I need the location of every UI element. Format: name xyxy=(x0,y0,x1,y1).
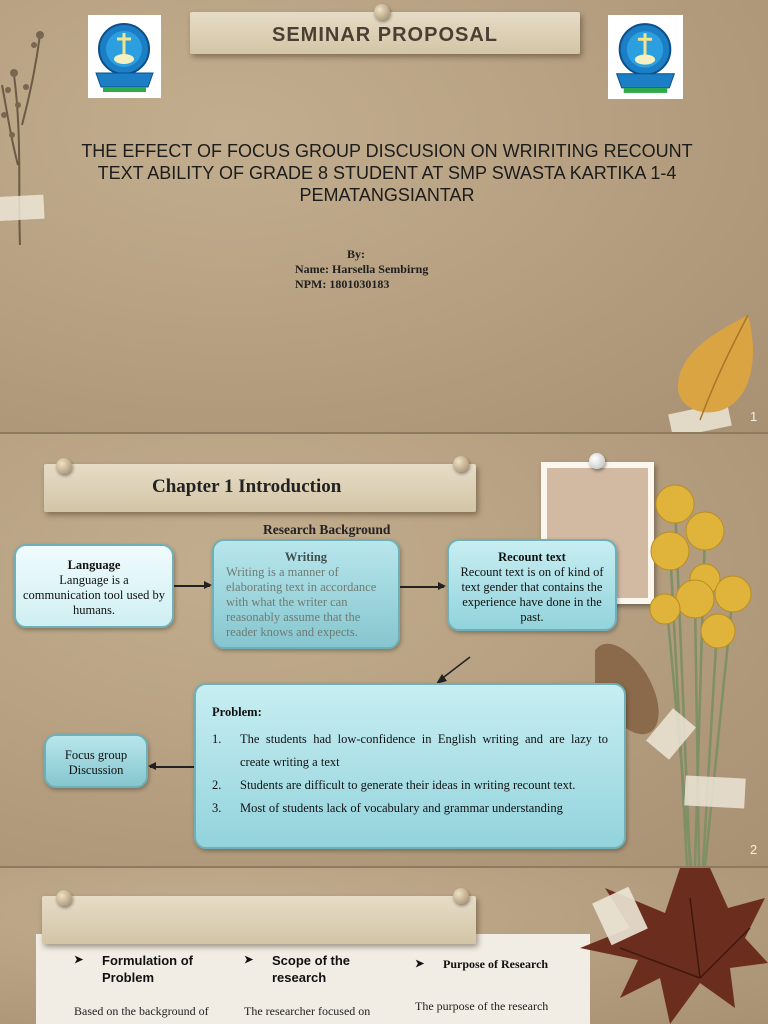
column-body: The researcher focused on xyxy=(244,1004,371,1018)
arrow-icon xyxy=(174,585,210,587)
section-banner xyxy=(42,896,476,944)
author-npm: NPM: 1801030183 xyxy=(295,277,390,291)
writing-box xyxy=(212,539,400,649)
pushpin-icon xyxy=(453,456,469,472)
writing-text: Writing is a manner of elaborating text in accordance with what the writer can reasonably assume that the reader knows and expects. xyxy=(226,565,377,639)
by-label: By: xyxy=(347,247,365,261)
slide-2 xyxy=(0,434,768,866)
problem-item xyxy=(212,728,608,774)
problem-box xyxy=(194,683,626,849)
problem-item-text: The students had low-confidence in English writing and are lazy to create writing a text xyxy=(240,732,608,769)
author-name: Name: Harsella Sembirng xyxy=(295,262,429,276)
language-title: Language xyxy=(67,558,121,572)
recount-title: Recount text xyxy=(498,550,566,564)
page-number: 2 xyxy=(750,842,758,857)
focus-group-box xyxy=(44,734,148,788)
column-heading: ➤ Formulation of Problem xyxy=(74,953,193,985)
problem-item-number: 3. xyxy=(212,801,222,815)
author-block xyxy=(295,247,428,292)
recount-text-box xyxy=(447,539,617,631)
column-purpose xyxy=(415,956,575,1014)
page-number: 1 xyxy=(750,409,758,424)
pushpin-icon xyxy=(453,888,469,904)
problem-item xyxy=(212,774,608,797)
banner-title: SEMINAR PROPOSAL xyxy=(271,24,499,46)
chapter-banner xyxy=(44,464,476,512)
slide-3 xyxy=(0,868,768,1024)
maple-leaf-decoration xyxy=(560,868,768,1024)
language-text: Language is a communication tool used by humans. xyxy=(23,573,165,617)
section-subheading: Research Background xyxy=(263,522,391,537)
problem-item-number: 1. xyxy=(212,732,222,746)
arrow-icon xyxy=(150,766,194,768)
school-logo-left xyxy=(88,15,161,98)
pushpin-icon xyxy=(56,890,72,906)
column-formulation xyxy=(74,952,224,1019)
focus-group-text: Focus group Discussion xyxy=(64,748,128,777)
arrowhead-bullet-icon: ➤ xyxy=(415,958,425,970)
column-body: Based on the background of xyxy=(74,1004,209,1018)
problem-title: Problem: xyxy=(212,705,262,719)
recount-text: Recount text is on of kind of text gender that contains the experience have done in the past. xyxy=(460,565,604,624)
school-logo-right xyxy=(608,15,683,99)
tape-strip-left xyxy=(0,195,45,222)
problem-item-text: Students are difficult to generate their ideas in writing recount text. xyxy=(240,778,576,792)
writing-title: Writing xyxy=(284,550,328,564)
language-box xyxy=(14,544,174,628)
arrow-icon xyxy=(400,586,444,588)
slide-1 xyxy=(0,0,768,432)
problem-item xyxy=(212,797,608,820)
problem-item-number: 2. xyxy=(212,778,222,792)
column-body: The purpose of the research xyxy=(415,999,549,1013)
pushpin-icon xyxy=(589,453,605,469)
column-heading: ➤ Scope of the research xyxy=(244,953,351,985)
main-title: THE EFFECT OF FOCUS GROUP DISCUSION ON WRIRITING RECOUNT TEXT ABILITY OF GRADE 8 STUDENT AT SMP SWASTA KARTIKA 1-4 PEMATANGSIANTAR xyxy=(81,141,693,205)
column-heading: ➤ Purpose of Research xyxy=(415,957,549,971)
arrowhead-bullet-icon: ➤ xyxy=(244,954,254,966)
pushpin-icon xyxy=(56,458,72,474)
arrowhead-bullet-icon: ➤ xyxy=(74,954,84,966)
chapter-title: Chapter 1 Introduction xyxy=(152,476,342,497)
pushpin-icon xyxy=(374,4,390,20)
column-scope xyxy=(244,952,394,1019)
problem-item-text: Most of students lack of vocabulary and grammar understanding xyxy=(240,801,563,815)
